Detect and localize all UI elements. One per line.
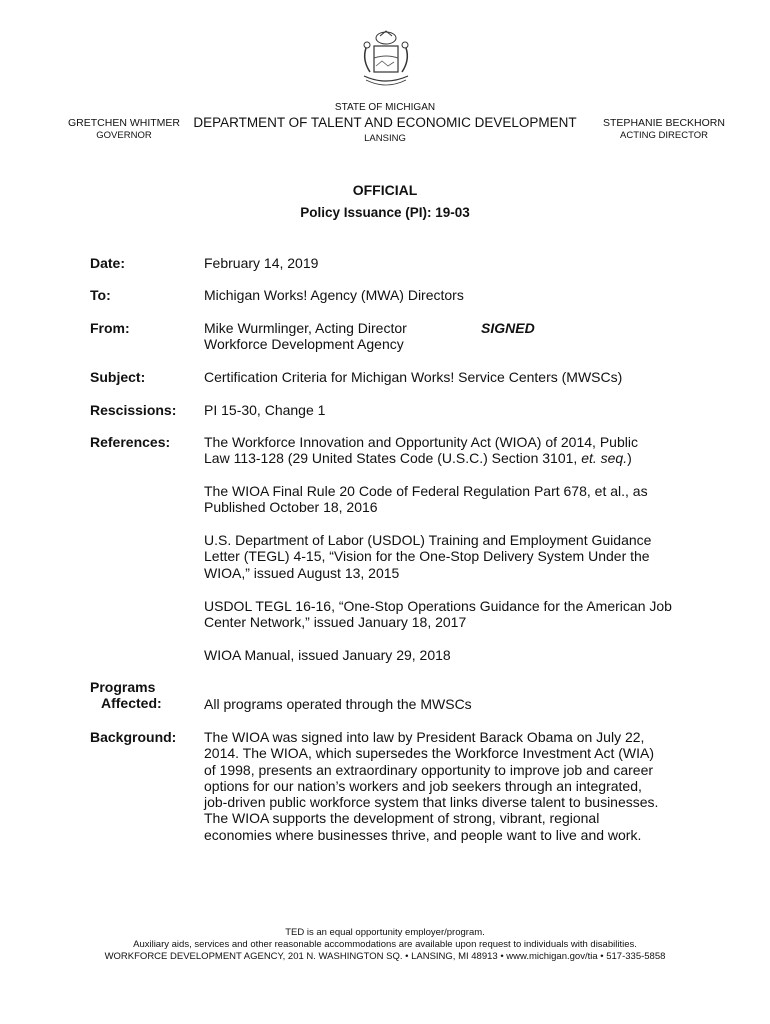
reference-text: Law 113-128 (29 United States Code (U.S.C.) Section 3101,: [204, 450, 582, 467]
reference-item: USDOL TEGL 16-16, “One-Stop Operations Guidance for the American Job Center Network,” issued January 18, 2017: [204, 598, 672, 631]
director-name: STEPHANIE BECKHORN: [603, 117, 725, 129]
programs-label-line: Programs: [90, 679, 156, 695]
programs-affected-value: All programs operated through the MWSCs: [204, 696, 472, 712]
reference-italic: et. seq.: [581, 450, 628, 467]
reference-text: ): [627, 450, 632, 467]
director-block: [594, 117, 734, 141]
from-value: [204, 320, 674, 353]
department-name: DEPARTMENT OF TALENT AND ECONOMIC DEVELOPMENT: [193, 115, 577, 130]
to-label: To:: [90, 287, 111, 303]
reference-item: [204, 434, 674, 467]
state-name: STATE OF MICHIGAN: [334, 102, 436, 113]
affected-label-line: Affected:: [101, 695, 162, 712]
to-value: Michigan Works! Agency (MWA) Directors: [204, 287, 464, 303]
date-value: February 14, 2019: [204, 255, 319, 271]
signed-mark: SIGNED: [481, 320, 535, 336]
date-label: Date:: [90, 255, 126, 271]
background-label: Background:: [90, 729, 177, 745]
from-label: From:: [90, 320, 130, 336]
official-heading: OFFICIAL: [352, 182, 418, 198]
subject-label: Subject:: [90, 369, 146, 385]
subject-value: Certification Criteria for Michigan Works! Service Centers (MWSCs): [204, 369, 623, 385]
policy-issuance-heading: Policy Issuance (PI): 19-03: [300, 205, 470, 220]
reference-line: [204, 450, 674, 466]
rescissions-label: Rescissions:: [90, 402, 177, 418]
programs-affected-label: [90, 679, 162, 712]
governor-block: [54, 117, 194, 141]
footer-line: WORKFORCE DEVELOPMENT AGENCY, 201 N. WASHINGTON SQ. • LANSING, MI 48913 • www.michigan.gov/tia • 517-335-5858: [104, 951, 666, 962]
director-title: ACTING DIRECTOR: [620, 130, 708, 141]
reference-item: U.S. Department of Labor (USDOL) Training and Employment Guidance Letter (TEGL) 4-15, “Vision for the One-Stop Delivery System Under the WIOA,” issued August 13, 2015: [204, 532, 652, 581]
reference-item: WIOA Manual, issued January 29, 2018: [204, 647, 451, 663]
rescissions-value: PI 15-30, Change 1: [204, 402, 326, 418]
footer-line: TED is an equal opportunity employer/program.: [285, 927, 485, 938]
governor-name: GRETCHEN WHITMER: [68, 117, 180, 129]
from-name: Mike Wurmlinger, Acting Director: [204, 320, 407, 336]
references-label: References:: [90, 434, 171, 450]
state-seal-icon: [358, 28, 414, 90]
footer-line: Auxiliary aids, services and other reasonable accommodations are available upon request to individuals with disabilities.: [133, 939, 637, 950]
reference-item: The WIOA Final Rule 20 Code of Federal Regulation Part 678, et al., as Published October 18, 2016: [204, 483, 648, 516]
reference-line: The Workforce Innovation and Opportunity Act (WIOA) of 2014, Public: [204, 434, 638, 450]
governor-title: GOVERNOR: [96, 130, 152, 141]
footer: [0, 927, 770, 963]
from-agency: Workforce Development Agency: [204, 336, 404, 353]
city-name: LANSING: [364, 133, 406, 144]
background-value: The WIOA was signed into law by President Barack Obama on July 22, 2014. The WIOA, which supersedes the Workforce Investment Act (WIA) of 1998, presents an extraordinary opportunity to improve job and career options for our nation’s workers and job seekers through an integrated, job-driven public workforce system that links diverse talent to businesses. The WIOA supports the development of strong, vibrant, regional economies where businesses thrive, and people want to live and work.: [204, 729, 659, 843]
